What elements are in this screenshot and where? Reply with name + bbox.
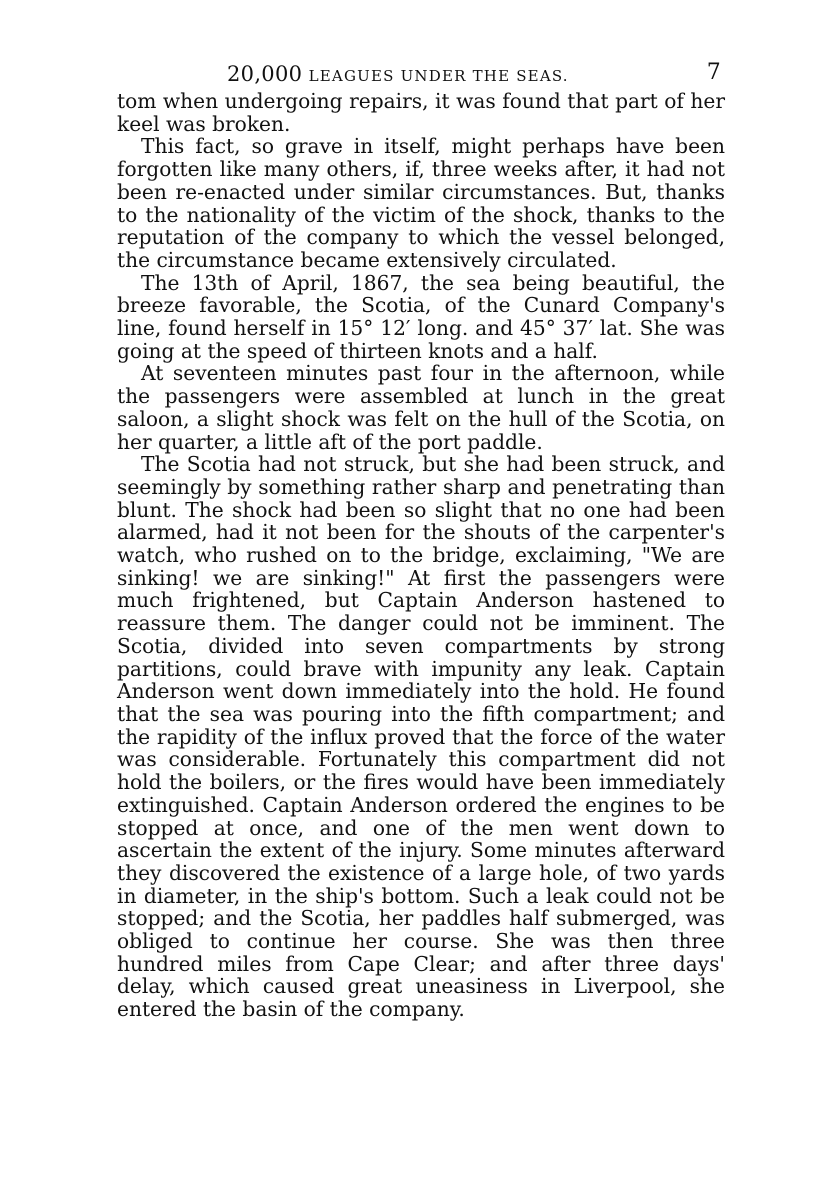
paragraph-continuation: tom when undergoing repairs, it was found that part of her keel was broken. bbox=[117, 89, 725, 136]
paragraph: The Scotia had not struck, but she had been struck, and seemingly by something rather sharp and penetrating than blunt. The shock had been so slight that no one had been alarmed, had it not been for the shouts of the carpenter's watch, who rushed on to the bridge, exclaiming, "We are sinking! we are sinking!" At first the passengers were much frightened, but Captain Anderson hastened to reassure them. The danger could not be imminent. The Scotia, divided into seven compartments by strong partitions, could brave with impunity any leak. Captain Anderson went down immediately into the hold. He found that the sea was pouring into the fifth compartment; and the rapidity of the influx proved that the force of the water was considerable. Fortunately this compartment did not hold the boilers, or the fires would have been immediately extinguished. Captain Anderson ordered the engines to be stopped at once, and one of the men went down to ascertain the extent of the injury. Some minutes afterward they discovered the existence of a large hole, of two yards in diameter, in the ship's bottom. Such a leak could not be stopped; and the Scotia, her paddles half submerged, was obliged to continue her course. She was then three hundred miles from Cape Clear; and after three days' delay, which caused great uneasiness in Liverpool, she entered the basin of the company. bbox=[117, 452, 725, 1022]
page-number: 7 bbox=[706, 60, 721, 85]
title-text: LEAGUES UNDER THE SEAS. bbox=[308, 67, 569, 85]
body-text bbox=[117, 90, 725, 1021]
paragraph: At seventeen minutes past four in the afternoon, while the passengers were assembled at lunch in the great saloon, a slight shock was felt on the hull of the Scotia, on her quarter, a little aft of the port paddle. bbox=[117, 361, 725, 454]
paragraph: This fact, so grave in itself, might perhaps have been forgotten like many others, if, three weeks after, it had not been re-enacted under similar circumstances. But, thanks to the nationality of the victim of the shock, thanks to the reputation of the company to which the vessel belonged, the circumstance became extensively circulated. bbox=[117, 134, 725, 272]
running-title bbox=[227, 62, 569, 86]
book-page bbox=[117, 56, 725, 1021]
title-number: 20,000 bbox=[227, 62, 303, 86]
paragraph: The 13th of April, 1867, the sea being beautiful, the breeze favorable, the Scotia, of the Cunard Company's line, found herself in 15° 12′ long. and 45° 37′ lat. She was going at the speed of thirteen knots and a half. bbox=[117, 270, 725, 363]
running-header bbox=[117, 56, 725, 90]
